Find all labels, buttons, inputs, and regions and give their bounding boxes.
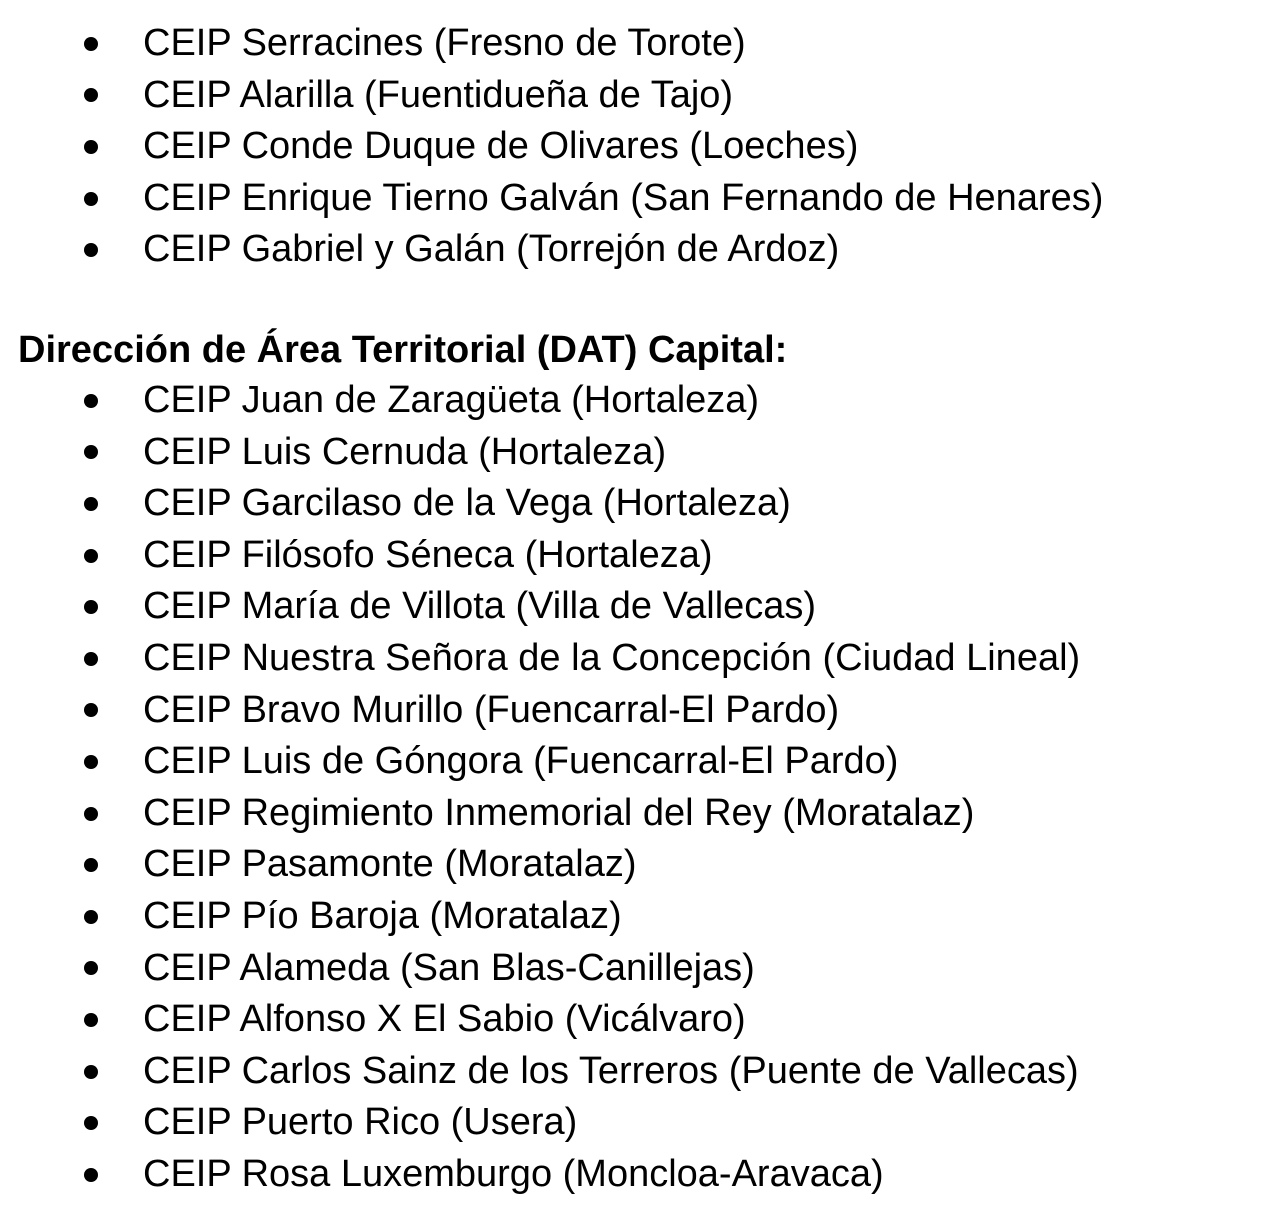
list-item-text: CEIP Bravo Murillo (Fuencarral-El Pardo) <box>143 688 840 731</box>
bullet-icon <box>84 243 98 257</box>
list-item-text: CEIP Gabriel y Galán (Torrejón de Ardoz) <box>143 228 840 271</box>
list-item-text: CEIP Conde Duque de Olivares (Loeches) <box>143 125 859 168</box>
section-heading-capital: Dirección de Área Territorial (DAT) Capital: <box>18 329 788 371</box>
bullet-icon <box>84 497 98 511</box>
list-item-text: CEIP María de Villota (Villa de Vallecas) <box>143 585 817 628</box>
list-item-text: CEIP Regimiento Inmemorial del Rey (Moratalaz) <box>143 791 975 834</box>
list-item <box>0 224 1276 276</box>
bullet-icon <box>84 1168 98 1182</box>
list-item <box>0 427 1276 479</box>
list-item <box>0 685 1276 737</box>
bullet-icon <box>84 703 98 717</box>
bullet-icon <box>84 807 98 821</box>
list-item-text: CEIP Filósofo Séneca (Hortaleza) <box>143 533 713 576</box>
bullet-icon <box>84 600 98 614</box>
bullet-icon <box>84 445 98 459</box>
list-item-text: CEIP Rosa Luxemburgo (Moncloa-Aravaca) <box>143 1152 884 1195</box>
list-item <box>0 530 1276 582</box>
list-item-text: CEIP Luis de Góngora (Fuencarral-El Pardo) <box>143 740 899 783</box>
list-item <box>0 478 1276 530</box>
list-item <box>0 839 1276 891</box>
bullet-icon <box>84 961 98 975</box>
list-item-text: CEIP Pasamonte (Moratalaz) <box>143 843 637 886</box>
list-item-text: CEIP Serracines (Fresno de Torote) <box>143 22 746 64</box>
bullet-icon <box>84 858 98 872</box>
list-item <box>0 633 1276 685</box>
list-item <box>0 891 1276 943</box>
list-item <box>0 173 1276 225</box>
list-item <box>0 121 1276 173</box>
list-item <box>0 994 1276 1046</box>
list-item <box>0 1149 1276 1201</box>
bullet-icon <box>84 755 98 769</box>
list-item-text: CEIP Enrique Tierno Galván (San Fernando de Henares) <box>143 176 1104 219</box>
list-item-text: CEIP Garcilaso de la Vega (Hortaleza) <box>143 482 791 525</box>
list-item-text: CEIP Nuestra Señora de la Concepción (Ciudad Lineal) <box>143 636 1081 679</box>
list-item-text: CEIP Alameda (San Blas-Canillejas) <box>143 946 755 989</box>
list-item-text: CEIP Alfonso X El Sabio (Vicálvaro) <box>143 998 746 1041</box>
bullet-icon <box>84 910 98 924</box>
list-item-text: CEIP Luis Cernuda (Hortaleza) <box>143 430 667 473</box>
list-item <box>0 70 1276 122</box>
bullet-icon <box>84 88 98 102</box>
list-item <box>0 736 1276 788</box>
list-item <box>0 581 1276 633</box>
list-item-text: CEIP Puerto Rico (Usera) <box>143 1101 578 1144</box>
list-item-text: CEIP Alarilla (Fuentidueña de Tajo) <box>143 73 734 116</box>
list-item <box>0 788 1276 840</box>
list-item-text: CEIP Pío Baroja (Moratalaz) <box>143 894 622 937</box>
bullet-icon <box>84 652 98 666</box>
bullet-icon <box>84 1013 98 1027</box>
list-item-text: CEIP Juan de Zaragüeta (Hortaleza) <box>143 379 760 421</box>
list-item <box>0 18 1276 70</box>
list-item-text: CEIP Carlos Sainz de los Terreros (Puente de Vallecas) <box>143 1049 1079 1092</box>
bullet-icon <box>84 37 98 51</box>
bullet-icon <box>84 192 98 206</box>
bullet-icon <box>84 1116 98 1130</box>
school-list-top <box>0 18 1276 276</box>
list-item <box>0 943 1276 995</box>
bullet-icon <box>84 1065 98 1079</box>
list-item <box>0 375 1276 427</box>
bullet-icon <box>84 394 98 408</box>
list-item <box>0 1097 1276 1149</box>
list-item <box>0 1046 1276 1098</box>
bullet-icon <box>84 140 98 154</box>
school-list-capital <box>0 375 1276 1201</box>
bullet-icon <box>84 549 98 563</box>
